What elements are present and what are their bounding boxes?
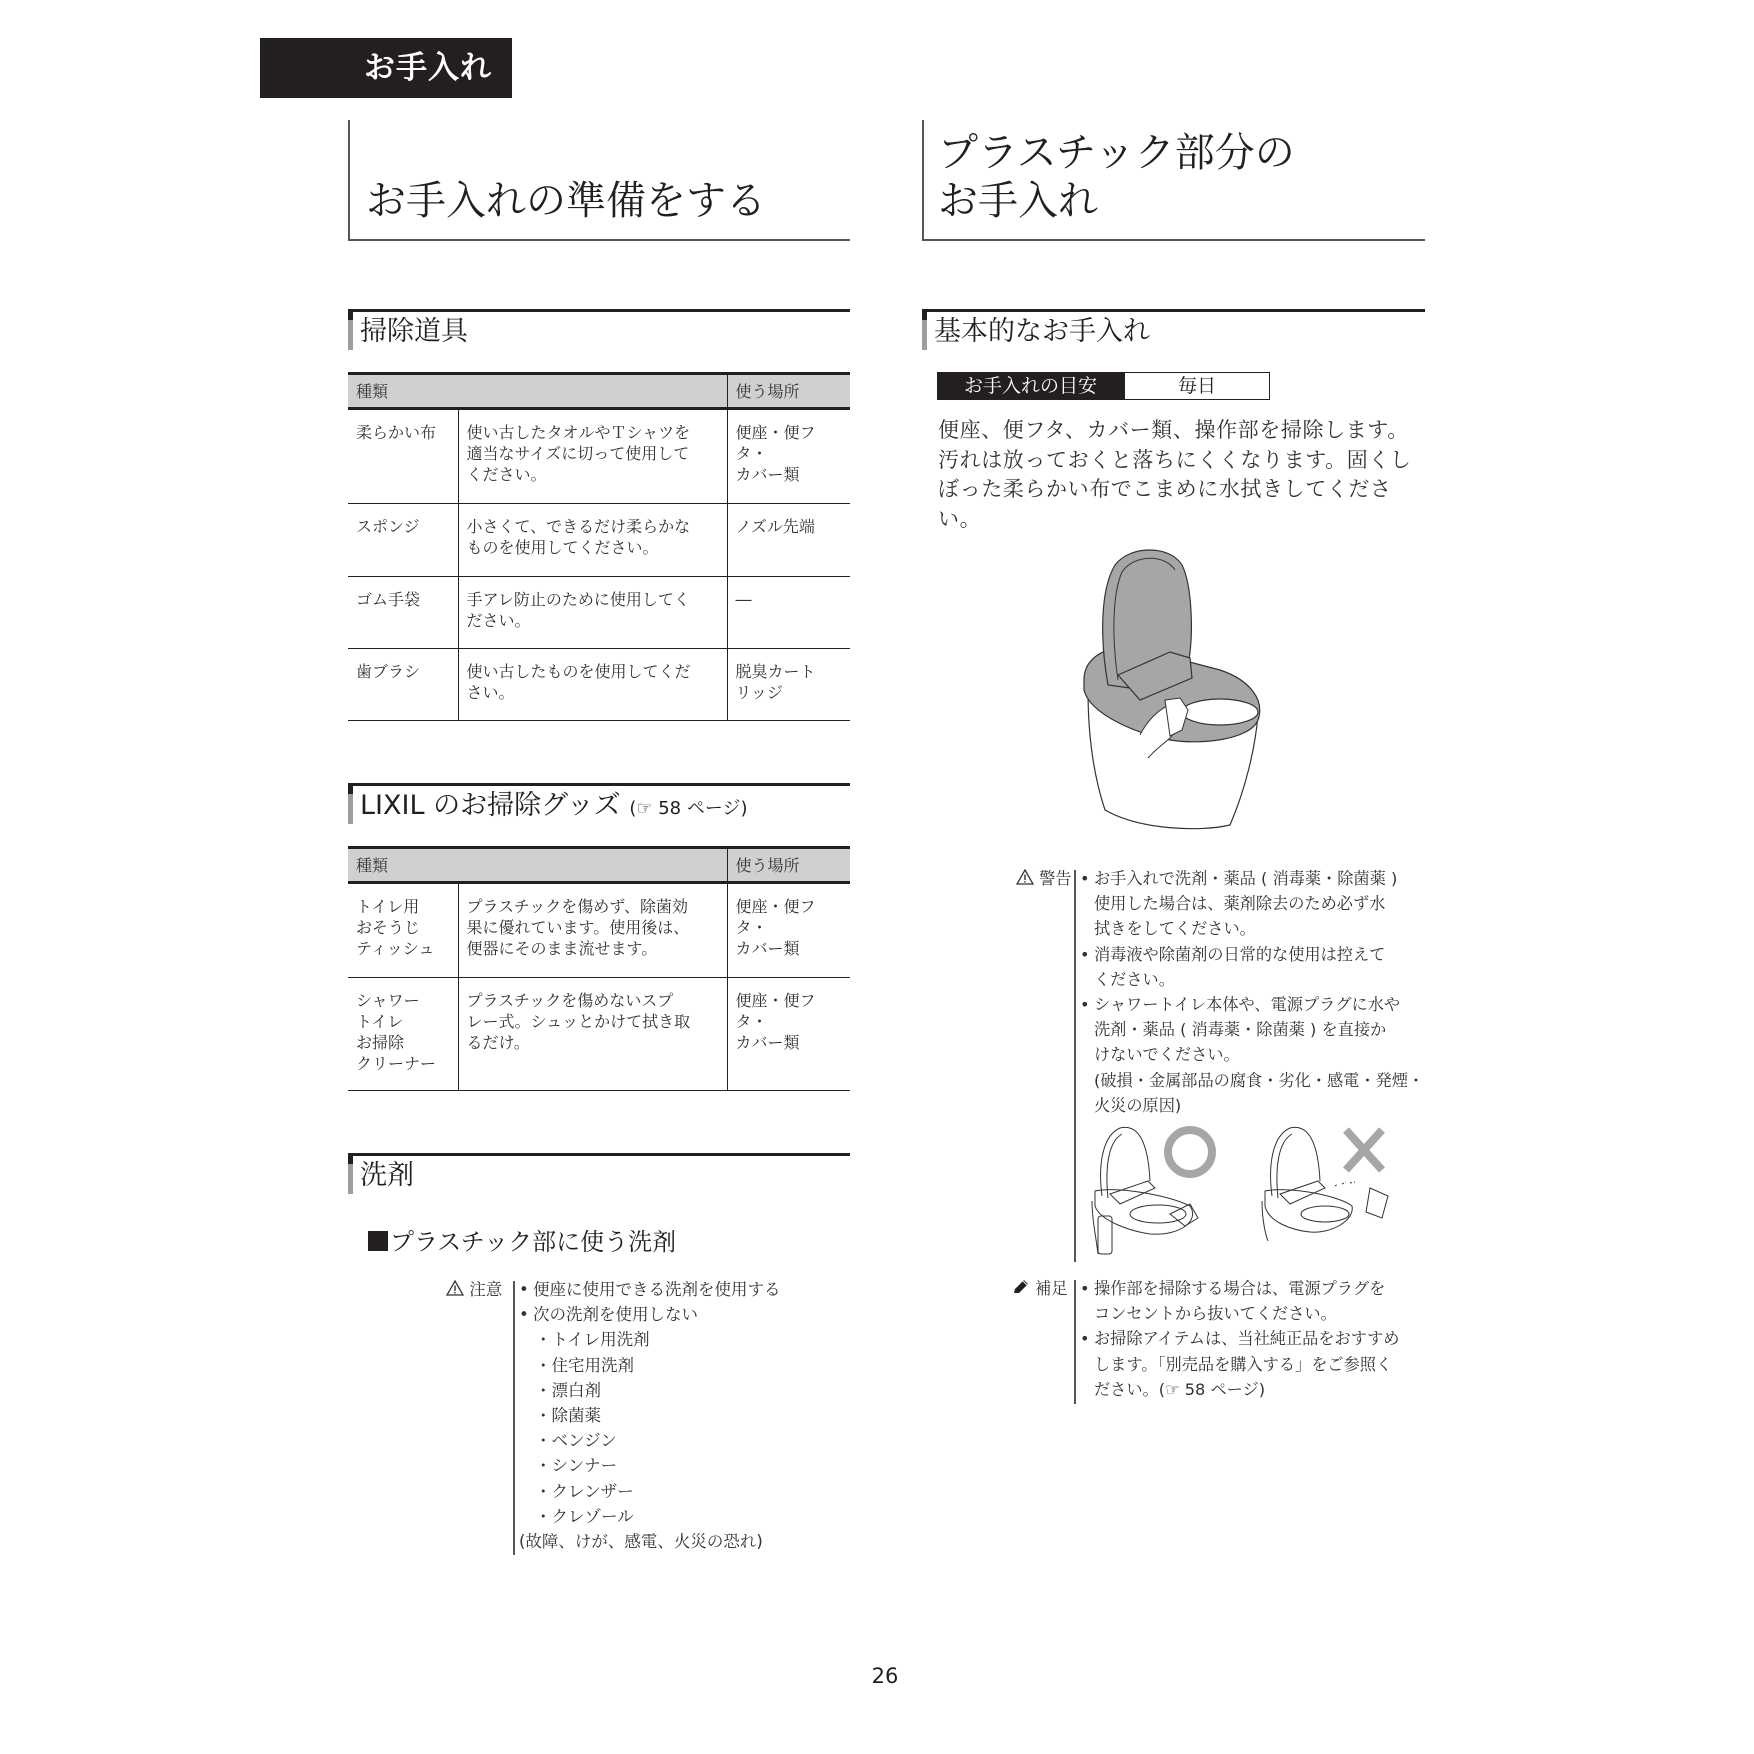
cell-description: 使い古したタオルやＴシャツを 適当なサイズに切って使用して ください。 xyxy=(458,409,727,504)
cell-description: 小さくて、できるだけ柔らかな ものを使用してください。 xyxy=(458,504,727,577)
table-row xyxy=(348,649,850,721)
warning-triangle-icon xyxy=(1016,869,1034,885)
lixil-goods-table xyxy=(348,846,850,1091)
caution-label-text: 注意 xyxy=(469,1280,503,1299)
cell-place: 脱臭カート リッジ xyxy=(727,649,850,721)
table-row xyxy=(348,409,850,504)
supplement-label-text: 補足 xyxy=(1035,1279,1068,1298)
column-header-place: 使う場所 xyxy=(727,848,850,883)
supplement-label xyxy=(1012,1276,1068,1301)
caution-block xyxy=(440,1277,860,1557)
supplement-block xyxy=(1012,1276,1432,1406)
section-marker xyxy=(348,312,353,350)
caution-reason: (故障、けが、感電、火災の恐れ) xyxy=(519,1532,763,1552)
section-cleaning-tools xyxy=(348,309,850,352)
cell-description: プラスチックを傷めず、除菌効 果に優れています。使用後は、 便器にそのまま流せます。 xyxy=(458,883,727,978)
cell-place: 便座・便フタ・ カバー類 xyxy=(727,409,850,504)
cell-type: トイレ用 おそうじ ティッシュ xyxy=(348,883,458,978)
supplement-item: • お掃除アイテムは、当社純正品をおすすめ します。「別売品を購入する」をご参照く ださい。(☞ 58 ページ) xyxy=(1080,1326,1430,1402)
caution-item: • 便座に使用できる洗剤を使用する xyxy=(519,1277,859,1302)
column-header-type: 種類 xyxy=(348,848,727,883)
forbidden-item: ・ 漂白剤 xyxy=(519,1378,859,1403)
table-row xyxy=(348,978,850,1091)
section-detergent xyxy=(348,1153,850,1196)
subheading xyxy=(368,1226,676,1258)
table-header-row xyxy=(348,848,850,883)
cell-type: スポンジ xyxy=(348,504,458,577)
subheading-text: プラスチック部に使う洗剤 xyxy=(390,1228,677,1256)
cleaning-tools-table xyxy=(348,372,850,721)
section-heading: 基本的なお手入れ xyxy=(934,316,1150,347)
cell-description: 使い古したものを使用してくだ さい。 xyxy=(458,649,727,721)
warning-item: • 消毒液や除菌剤の日常的な使用は控えて ください。 xyxy=(1080,942,1430,992)
page-title: お手入れの準備をする xyxy=(366,178,766,224)
cell-type: 歯ブラシ xyxy=(348,649,458,721)
forbidden-item: ・ 除菌薬 xyxy=(519,1403,859,1428)
do-and-dont-illustration xyxy=(1090,1126,1430,1261)
forbidden-item: ・ クレンザー xyxy=(519,1479,859,1504)
left-title-box xyxy=(348,120,850,241)
warning-block xyxy=(1012,866,1432,1266)
wrong-cross-icon xyxy=(1346,1130,1382,1170)
warning-item: • お手入れで洗剤・薬品 ( 消毒薬・除菌薬 ) 使用した場合は、薬剤除去のため必ず水 拭きをしてください。 xyxy=(1080,866,1430,942)
column-header-place: 使う場所 xyxy=(727,374,850,409)
forbidden-item: ・ クレゾール xyxy=(519,1504,859,1529)
basic-care-paragraph: 便座、便フタ、カバー類、操作部を掃除します。汚れは放っておくと落ちにくくなります。固くしぼった柔らかい布でこまめに水拭きしてください。 xyxy=(938,418,1412,531)
right-title-box xyxy=(922,120,1425,241)
forbidden-item: ・ ベンジン xyxy=(519,1428,859,1453)
correct-circle-icon xyxy=(1168,1130,1212,1174)
warning-item: • シャワートイレ本体や、電源プラグに水や 洗剤・薬品 ( 消毒薬・除菌薬 ) を直接か けないでください。 (破損・金属部品の腐食・劣化・感電・発煙・ 火災の原因) xyxy=(1080,992,1430,1118)
warning-triangle-icon xyxy=(446,1280,464,1296)
forbidden-item: ・ シンナー xyxy=(519,1453,859,1478)
table-row xyxy=(348,577,850,649)
section-marker xyxy=(348,1156,353,1194)
cell-type: ゴム手袋 xyxy=(348,577,458,649)
page-number: 26 xyxy=(871,1664,899,1688)
warning-label xyxy=(1016,866,1072,891)
section-basic-care xyxy=(922,309,1425,352)
caution-item: • 次の洗剤を使用しない xyxy=(519,1302,859,1327)
table-row xyxy=(348,883,850,978)
toilet-wiping-illustration xyxy=(1070,540,1280,840)
caution-divider xyxy=(513,1281,515,1555)
section-heading: 掃除道具 xyxy=(360,316,468,347)
section-heading: 洗剤 xyxy=(360,1160,414,1191)
caution-label xyxy=(446,1277,502,1302)
supplement-item: • 操作部を掃除する場合は、電源プラグを コンセントから抜いてください。 xyxy=(1080,1276,1430,1326)
supplement-divider xyxy=(1074,1280,1076,1404)
warning-divider xyxy=(1074,870,1076,1262)
chapter-tab: お手入れ xyxy=(260,38,512,98)
cell-place: 便座・便フタ・ カバー類 xyxy=(727,978,850,1091)
frequency-label: お手入れの目安 xyxy=(937,372,1124,400)
right-title-line2: お手入れ xyxy=(938,178,1098,224)
page-reference-link[interactable]: (☞ 58 ページ) xyxy=(629,798,748,819)
section-marker xyxy=(922,312,927,350)
square-bullet-icon xyxy=(368,1231,388,1251)
frequency-value: 毎日 xyxy=(1124,372,1270,400)
care-frequency xyxy=(937,372,1270,400)
cell-place: ノズル先端 xyxy=(727,504,850,577)
table-row xyxy=(348,504,850,577)
section-heading: LIXIL のお掃除グッズ xyxy=(360,790,621,821)
forbidden-item: ・ トイレ用洗剤 xyxy=(519,1327,859,1352)
column-header-type: 種類 xyxy=(348,374,727,409)
cell-place: 便座・便フタ・ カバー類 xyxy=(727,883,850,978)
cell-type: 柔らかい布 xyxy=(348,409,458,504)
section-lixil-goods xyxy=(348,783,850,826)
cell-type: シャワー トイレ お掃除 クリーナー xyxy=(348,978,458,1091)
right-title-line1: プラスチック部分の xyxy=(938,130,1295,176)
cell-description: プラスチックを傷めないスプ レー式。シュッとかけて拭き取 るだけ。 xyxy=(458,978,727,1091)
forbidden-item: ・ 住宅用洗剤 xyxy=(519,1353,859,1378)
correct-wiping-illustration xyxy=(1092,1127,1198,1254)
warning-label-text: 警告 xyxy=(1039,869,1072,888)
cell-description: 手アレ防止のために使用してく ださい。 xyxy=(458,577,727,649)
table-header-row xyxy=(348,374,850,409)
pencil-icon xyxy=(1012,1279,1030,1295)
section-marker xyxy=(348,786,353,824)
cell-place: ― xyxy=(727,577,850,649)
